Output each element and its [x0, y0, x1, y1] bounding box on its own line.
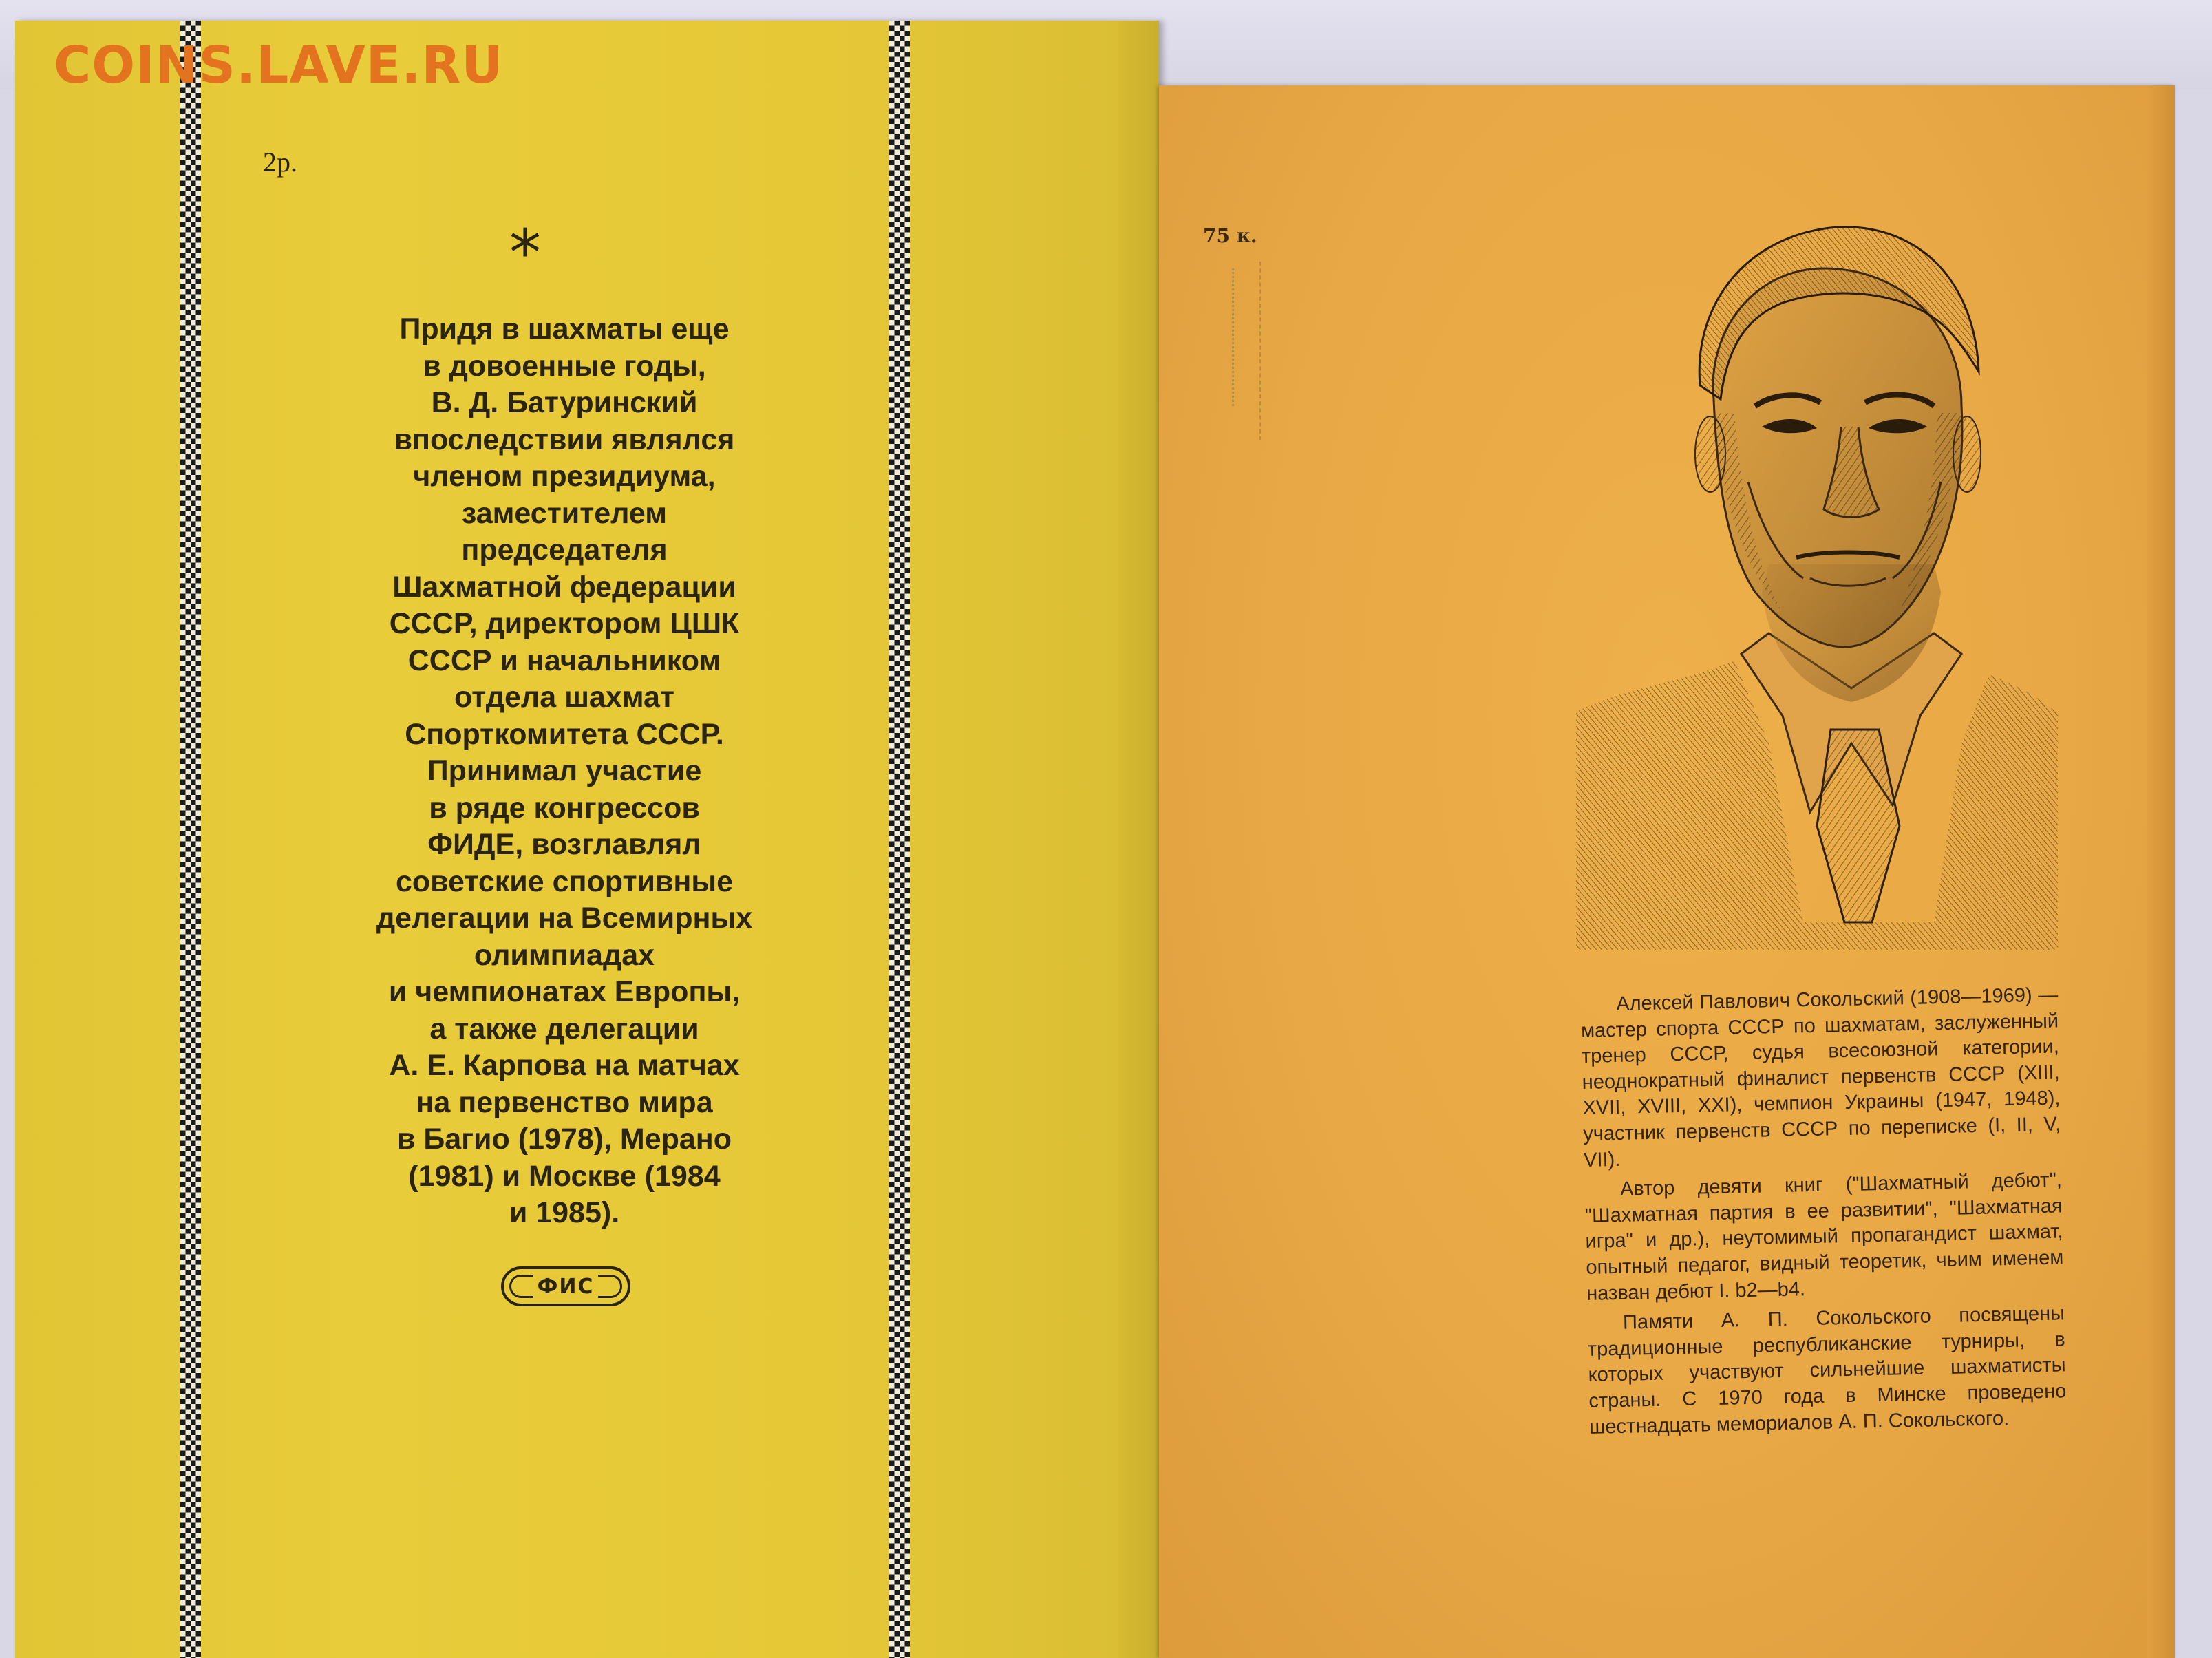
description-line: и 1985).: [509, 1196, 620, 1229]
description-line: олимпиадах: [474, 938, 655, 972]
description-line: В. Д. Батуринский: [431, 386, 698, 419]
portrait-drawing: [1576, 206, 2058, 950]
description-line: Шахматной федерации: [392, 570, 736, 604]
description-line: членом президиума,: [413, 460, 716, 493]
description-line: впоследствии являлся: [394, 423, 735, 456]
left-book-description: [317, 311, 812, 1232]
left-book-spine-edge: [1118, 21, 1159, 1658]
author-biography: [1580, 982, 2067, 1444]
publisher-logo-text: ФИС: [533, 1275, 599, 1299]
description-line: Принимал участие: [427, 754, 702, 787]
description-line: (1981) и Москве (1984: [408, 1159, 721, 1193]
description-line: Придя в шахматы еще: [399, 312, 730, 346]
left-book-price: 2р.: [263, 147, 297, 178]
publisher-logo: [501, 1266, 630, 1306]
description-line: в Багио (1978), Мерано: [396, 1123, 732, 1156]
description-line: на первенство мира: [416, 1085, 713, 1119]
left-checker-border: [180, 21, 201, 1658]
description-line: А. Е. Карпова на матчах: [389, 1049, 740, 1082]
description-line: и чемпионатах Европы,: [388, 975, 741, 1008]
faded-stamp-mark: [1259, 262, 1275, 440]
description-line: в ряде конгрессов: [429, 791, 700, 825]
description-line: СССР и начальником: [407, 644, 721, 677]
asterisk-ornament: *: [509, 216, 541, 290]
description-line: заместителем: [461, 496, 668, 530]
description-line: СССР, директором ЦШК: [389, 607, 740, 640]
description-line: Спорткомитета СССР.: [405, 717, 724, 751]
right-book-price: 75 к.: [1203, 224, 1257, 247]
description-line: делегации на Всемирных: [376, 902, 753, 935]
description-line: советские спортивные: [395, 864, 733, 898]
right-checker-border: [889, 21, 910, 1658]
bio-paragraph: Алексей Павлович Сокольский (1908—1969) — мастер спорта СССР по шахматам, заслуженный тренер СССР, судья всесоюзной категории, неоднократный финалист первенств СССР (XIII, XVII, XVIII, XXI), чемпион Украины (1947, 1948), участник первенств СССР по переписке (I, II, V, VII).: [1580, 984, 2061, 1171]
description-line: председателя: [461, 533, 668, 566]
description-line: а также делегации: [429, 1012, 699, 1045]
description-line: в довоенные годы,: [423, 349, 706, 383]
description-line: отдела шахмат: [454, 681, 674, 714]
bio-paragraph: Памяти А. П. Сокольского посвящены традиционные республиканские турниры, в которых участвуют сильнейшие шахматисты страны. С 1970 года в Минске проведено шестнадцать мемориалов А. П. Сокольского.: [1587, 1302, 2067, 1438]
watermark: COINS.LAVE.RU: [54, 36, 504, 95]
bio-paragraph: Автор девяти книг ("Шахматный дебют", "Шахматная партия в ее развитии", "Шахматная игра" и др.), неутомимый пропагандист шахмат, опытный педагог, видный теоретик, чьим именем назван дебют I. b2—b4.: [1584, 1169, 2064, 1305]
description-line: ФИДЕ, возглавлял: [427, 828, 701, 861]
right-book-edge: [2147, 85, 2175, 1658]
